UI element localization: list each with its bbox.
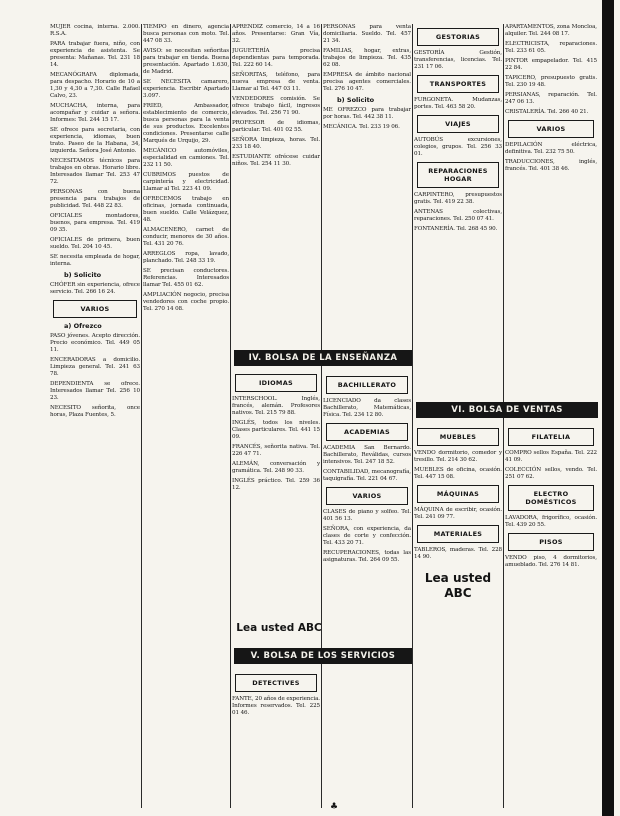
classified-ad: SEÑORA limpieza, horas. Tel. 233 18 40. <box>232 137 320 150</box>
classified-ad: ARREGLOS ropa, lavado, planchado. Tel. 248 33 19. <box>143 251 229 264</box>
section-bar-ensenanza: IV. BOLSA DE LA ENSEÑANZA <box>234 350 412 366</box>
section-box-varios: VARIOS <box>508 120 594 138</box>
classified-ad: ACADEMIA San Bernardo. Bachillerato, Reválidas, cursos intensivos. Tel. 247 18 52. <box>323 445 411 465</box>
classified-ad: EMPRESA de ámbito nacional precisa agentes comerciales. Tel. 276 10 47. <box>323 72 411 92</box>
classified-ad: DEPILACIÓN eléctrica, definitiva. Tel. 232 75 50. <box>505 142 597 155</box>
column-rule <box>230 24 231 808</box>
column-5-lower <box>414 424 502 808</box>
classified-ad: TABLEROS, maderas. Tel. 228 14 90. <box>414 547 502 560</box>
classified-ad: FRANCÉS, señorita nativa. Tel. 226 47 71. <box>232 444 320 457</box>
classified-ad: CLASES de piano y solfeo. Tel. 401 56 13. <box>323 509 411 522</box>
classified-ad: APRENDIZ comercio, 14 a 16 años. Presentarse: Gran Vía, 32. <box>232 24 320 44</box>
classified-ad: ESTUDIANTE ofrécese cuidar niños. Tel. 254 11 30. <box>232 154 320 167</box>
classified-ad: OFICIALES de primera, buen sueldo. Tel. 204 10 45. <box>50 237 140 250</box>
section-box-detectives: DETECTIVES <box>235 674 317 692</box>
column-6 <box>505 24 597 396</box>
section-box-electrodomesticos: ELECTRO DOMÉSTICOS <box>508 485 594 511</box>
classified-ad: INGLÉS, todos los niveles. Clases particulares. Tel. 441 15 09. <box>232 420 320 440</box>
classified-ad: NECESITO señorita, once horas, Plaza Fuentes, 5. <box>50 405 140 418</box>
classified-ad: FURGONETA. Mudanzas, portes. Tel. 463 58 20. <box>414 97 502 110</box>
classified-ad: INGLÉS práctico. Tel. 259 36 12. <box>232 478 320 491</box>
classified-ad: LAVADORA, frigorífico, ocasión. Tel. 439 20 55. <box>505 515 597 528</box>
classified-ad: SE precisan conductores. Referencias. Interesados llamar Tel. 455 01 62. <box>143 268 229 288</box>
subsection-heading: b) Solicito <box>64 271 102 279</box>
classified-ad: ENCERADORAS a domicilio. Limpieza general. Tel. 241 63 78. <box>50 357 140 377</box>
section-box-viajes: VIAJES <box>417 115 499 133</box>
classified-ad: MUJER cocina, interna. 2.000. R.S.A. <box>50 24 140 37</box>
classified-ad: ME OFREZCO para trabajar por horas. Tel. 442 38 11. <box>323 107 411 120</box>
column-3-bottom <box>232 670 320 808</box>
section-box-pisos: PISOS <box>508 533 594 551</box>
classified-ad: VENDO dormitorio, comedor y tresillo. Tel. 214 30 62. <box>414 450 502 463</box>
classified-ad: INTERSCHOOL. Inglés, francés, alemán. Profesores nativos. Tel. 215 79 88. <box>232 396 320 416</box>
classified-ad: TRADUCCIONES, inglés, francés. Tel. 401 38 46. <box>505 159 597 172</box>
classified-ad: ALMACENERO, carnet de conducir, menores de 30 años. Tel. 431 20 76. <box>143 227 229 247</box>
subsection-heading: a) Ofrezco <box>64 322 102 330</box>
classified-ad: CUBRIMOS puestos de carpintería y electricidad. Llamar al Tel. 223 41 09. <box>143 172 229 192</box>
classified-ad: SE NECESITA camarero, experiencia. Escribir Apartado 3.097. <box>143 79 229 99</box>
classified-ad: SE necesita empleada de hogar, interna. <box>50 254 140 267</box>
classified-ad: CONTABILIDAD, mecanografía, taquigrafía. Tel. 221 04 67. <box>323 469 411 482</box>
classified-ad: NECESITAMOS técnicos para trabajos en obras. Horario libre. Interesados llamar Tel. 253 47 72. <box>50 158 140 185</box>
classified-ad: COLECCIÓN sellos, vendo. Tel. 251 07 62. <box>505 467 597 480</box>
column-5 <box>414 24 502 396</box>
classified-ad: SEÑORA, con experiencia, da clases de corte y confección. Tel. 433 20 71. <box>323 526 411 546</box>
classified-ad: ALEMÁN, conversación y gramática. Tel. 248 90 33. <box>232 461 320 474</box>
column-rule <box>321 24 322 808</box>
classified-ad: TIEMPO en dinero, agencia busca personas con moto. Tel. 447 08 33. <box>143 24 229 44</box>
section-box-gestorias: GESTORIAS <box>417 28 499 46</box>
classified-ad: FRIED, Ambassador, establecimiento de comercio, busca personas para la venta de sus productos. Excelentes condiciones. Presentarse calle Marqués de Urquijo, 29. <box>143 103 229 144</box>
classified-ad: COMPRO sellos España. Tel. 222 41 09. <box>505 450 597 463</box>
classified-ad: OFRECEMOS trabajo en oficinas, jornada continuada, buen sueldo. Calle Velázquez, 48. <box>143 196 229 223</box>
classified-ad: CARPINTERO, presupuestos gratis. Tel. 419 22 38. <box>414 192 502 205</box>
classified-ad: MÁQUINA de escribir, ocasión. Tel. 241 09 77. <box>414 507 502 520</box>
page-edge-shadow <box>602 0 614 816</box>
classified-ad: CRISTALERÍA. Tel. 266 40 21. <box>505 109 589 115</box>
section-box-maquinas: MÁQUINAS <box>417 485 499 503</box>
classified-ad: CHÓFER sin experiencia, ofrece servicio. Tel. 266 16 24. <box>50 282 140 295</box>
classified-ad: ELECTRICISTA, reparaciones. Tel. 233 61 05. <box>505 41 597 54</box>
classified-ad: PASO jóvenes. Acepto dirección. Precio económico. Tel. 449 05 11. <box>50 333 140 353</box>
section-box-transportes: TRANSPORTES <box>417 75 499 93</box>
classified-ad: PERSIANAS, reparación. Tel. 247 06 13. <box>505 92 597 105</box>
lea-usted-abc-promo: Lea usted ABC <box>424 571 492 600</box>
classified-ad: SEÑORITAS, teléfono, para nueva empresa de venta. Llamar al Tel. 447 03 11. <box>232 72 320 92</box>
classified-ad: ANTENAS colectivas, reparaciones. Tel. 250 07 41. <box>414 209 502 222</box>
column-4 <box>323 24 411 346</box>
section-box-academias: ACADEMIAS <box>326 423 408 441</box>
column-rule <box>141 24 142 808</box>
column-6-lower <box>505 424 597 808</box>
classified-ad: TAPICERO, presupuesto gratis. Tel. 230 19 48. <box>505 75 597 88</box>
classified-ad: AVISO: se necesitan señoritas para trabajar en tienda. Buena presentación. Apartado 1.630, de Madrid. <box>143 48 229 75</box>
classified-ad: GESTORÍA Gestión, transferencias, licencias. Tel. 231 17 06. <box>414 50 502 70</box>
section-box-bachillerato: BACHILLERATO <box>326 376 408 394</box>
classified-ad: MUCHACHA, interna, para acompañar y cuidar a señora. Informes: Tel. 244 15 17. <box>50 103 140 123</box>
column-4-lower <box>323 372 411 808</box>
classified-ad: RECUPERACIONES, todas las asignaturas. Tel. 264 09 55. <box>323 550 411 563</box>
classified-ad: AMPLIACIÓN negocio, precisa vendedores con coche propio. Tel. 270 14 08. <box>143 292 229 312</box>
classified-ad: PARA trabajar fuera, niño, con experiencia de asistenta. Se presenta: Mañanas. Tel. 231 18 14. <box>50 41 140 68</box>
section-box-muebles: MUEBLES <box>417 428 499 446</box>
classified-ad: AUTOBÚS excursiones, colegios, grupos. Tel. 256 33 01. <box>414 137 502 157</box>
section-box-varios: VARIOS <box>53 300 137 318</box>
section-bar-servicios: V. BOLSA DE LOS SERVICIOS <box>234 648 412 664</box>
section-box-materiales: MATERIALES <box>417 525 499 543</box>
section-box-varios: VARIOS <box>326 487 408 505</box>
classified-ad: DEPENDIENTA se ofrece. Interesados llamar Tel. 256 10 23. <box>50 381 140 401</box>
classified-ad: APARTAMENTOS, zona Moncloa, alquiler. Tel. 244 08 17. <box>505 24 597 37</box>
classified-ad: VENDEDORES comisión. Se ofrece trabajo fácil, ingresos elevados. Tel. 256 71 90. <box>232 96 320 116</box>
printers-mark-icon: ♣ <box>330 802 339 812</box>
classified-ad: MUEBLES de oficina, ocasión. Tel. 447 15 08. <box>414 467 502 480</box>
lea-usted-abc-promo: Lea usted ABC <box>236 622 322 634</box>
classified-ad: LICENCIADO da clases Bachillerato, Matemáticas, Física. Tel. 234 12 80. <box>323 398 411 418</box>
classified-ad: FANTE, 20 años de experiencia. Informes reservados. Tel. 225 01 46. <box>232 696 320 716</box>
column-rule <box>412 24 413 808</box>
classified-ad: MECÁNICA. Tel. 233 19 06. <box>323 124 400 130</box>
classified-ad: JUGUETERÍA precisa dependientas para temporada. Tel. 222 60 14. <box>232 48 320 68</box>
classified-ad: MECANÓGRAFA diplomada, para despacho. Horario de 10 a 1,30 y 4,30 a 7,30. Calle Rafael Calvo, 23. <box>50 72 140 99</box>
classified-ad: PERSONAS para venta domiciliaria. Sueldo. Tel. 457 21 34. <box>323 24 411 44</box>
subsection-heading: b) Solicito <box>337 96 375 104</box>
classified-ad: PINTOR empapelador. Tel. 415 22 84. <box>505 58 597 71</box>
classified-ad: VENDO piso, 4 dormitorios, amueblado. Tel. 276 14 81. <box>505 555 597 568</box>
classified-ad: FONTANERÍA. Tel. 268 45 90. <box>414 226 498 232</box>
section-bar-ventas: VI. BOLSA DE VENTAS <box>416 402 598 418</box>
classified-ad: PROFESOR de idiomas, particular. Tel. 401 02 55. <box>232 120 320 133</box>
column-1 <box>50 24 140 808</box>
section-box-filatelia: FILATELIA <box>508 428 594 446</box>
classified-ad: OFICIALES montadores, buenos, para empresa. Tel. 419 09 35. <box>50 213 140 233</box>
classified-ad: MECÁNICO automóviles, especialidad en camiones. Tel. 232 11 50. <box>143 148 229 168</box>
section-box-idiomas: IDIOMAS <box>235 374 317 392</box>
classified-ad: FAMILIAS, hogar, extras, trabajos de limpieza. Tel. 435 62 08. <box>323 48 411 68</box>
section-box-reparaciones: REPARACIONES HOGAR <box>417 162 499 188</box>
classified-ad: SE ofrece para secretaria, con experiencia, idiomas, buen trato. Paseo de la Habana, 34, izquierda. Señora José Antonio. <box>50 127 140 154</box>
column-2 <box>143 24 229 808</box>
classified-ad: PERSONAS con buena presencia para trabajos de publicidad. Tel. 448 22 83. <box>50 189 140 209</box>
